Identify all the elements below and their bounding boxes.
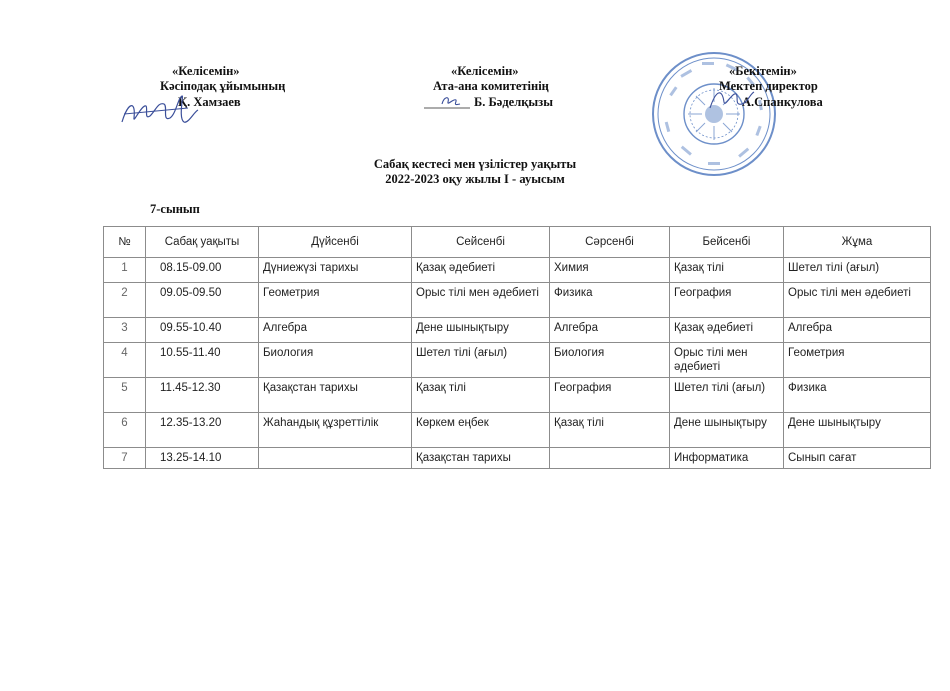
middle-approval-org: Ата-ана комитетінің [433, 79, 549, 93]
lesson-number: 3 [104, 318, 146, 343]
middle-signature [420, 92, 474, 110]
friday-subject: Шетел тілі (ағыл) [784, 258, 931, 283]
left-approval-heading: «Келісемін» [172, 64, 240, 78]
tuesday-subject: Көркем еңбек [412, 413, 550, 448]
friday-subject: Алгебра [784, 318, 931, 343]
header-wednesday: Сәрсенбі [550, 227, 670, 258]
thursday-subject: Орыс тілі мен әдебиеті [670, 343, 784, 378]
lesson-time: 13.25-14.10 [146, 448, 259, 469]
tuesday-subject: Орыс тілі мен әдебиеті [412, 283, 550, 318]
left-approval-org: Кәсіподақ ұйымының [160, 79, 286, 93]
thursday-subject: Шетел тілі (ағыл) [670, 378, 784, 413]
table-row [104, 258, 931, 283]
lesson-number: 5 [104, 378, 146, 413]
lesson-number: 6 [104, 413, 146, 448]
monday-subject: Жаһандық құзреттілік [259, 413, 412, 448]
friday-subject: Физика [784, 378, 931, 413]
monday-subject: Қазақстан тарихы [259, 378, 412, 413]
thursday-subject: Қазақ тілі [670, 258, 784, 283]
wednesday-subject [550, 448, 670, 469]
schedule-subtitle: 2022-2023 оқу жылы І - ауысым [385, 172, 565, 186]
right-signature [706, 84, 756, 112]
tuesday-subject: Дене шынықтыру [412, 318, 550, 343]
thursday-subject: Информатика [670, 448, 784, 469]
grade-label: 7-сынып [150, 202, 200, 216]
lesson-number: 1 [104, 258, 146, 283]
middle-approval-heading: «Келісемін» [451, 64, 519, 78]
thursday-subject: География [670, 283, 784, 318]
friday-subject: Орыс тілі мен әдебиеті [784, 283, 931, 318]
thursday-subject: Қазақ әдебиеті [670, 318, 784, 343]
monday-subject: Геометрия [259, 283, 412, 318]
wednesday-subject: Қазақ тілі [550, 413, 670, 448]
monday-subject: Биология [259, 343, 412, 378]
lesson-number: 7 [104, 448, 146, 469]
tuesday-subject: Қазақстан тарихы [412, 448, 550, 469]
monday-subject: Дүниежүзі тарихы [259, 258, 412, 283]
header-friday: Жұма [784, 227, 931, 258]
monday-subject [259, 448, 412, 469]
monday-subject: Алгебра [259, 318, 412, 343]
tuesday-subject: Шетел тілі (ағыл) [412, 343, 550, 378]
tuesday-subject: Қазақ тілі [412, 378, 550, 413]
middle-approval-name: Б. Бәделқызы [474, 95, 553, 109]
right-approval-name: А.Спанкулова [742, 95, 823, 109]
wednesday-subject: Химия [550, 258, 670, 283]
lesson-time: 09.55-10.40 [146, 318, 259, 343]
table-row [104, 318, 931, 343]
header-number: № [104, 227, 146, 258]
timetable [103, 226, 931, 469]
right-approval-org: Мектеп директор [719, 79, 818, 93]
wednesday-subject: Алгебра [550, 318, 670, 343]
wednesday-subject: География [550, 378, 670, 413]
lesson-number: 4 [104, 343, 146, 378]
lesson-time: 11.45-12.30 [146, 378, 259, 413]
header-monday: Дүйсенбі [259, 227, 412, 258]
table-row [104, 283, 931, 318]
wednesday-subject: Биология [550, 343, 670, 378]
header-tuesday: Сейсенбі [412, 227, 550, 258]
lesson-number: 2 [104, 283, 146, 318]
friday-subject: Дене шынықтыру [784, 413, 931, 448]
table-row [104, 413, 931, 448]
right-approval-heading: «Бекітемін» [729, 64, 797, 78]
friday-subject: Геометрия [784, 343, 931, 378]
tuesday-subject: Қазақ әдебиеті [412, 258, 550, 283]
schedule-title: Сабақ кестесі мен үзілістер уақыты [373, 157, 577, 171]
lesson-time: 10.55-11.40 [146, 343, 259, 378]
header-time: Сабақ уақыты [146, 227, 259, 258]
left-approval-name: Қ. Хамзаев [178, 95, 241, 109]
table-row [104, 343, 931, 378]
friday-subject: Сынып сағат [784, 448, 931, 469]
left-signature [118, 92, 200, 128]
lesson-time: 09.05-09.50 [146, 283, 259, 318]
lesson-time: 12.35-13.20 [146, 413, 259, 448]
header-thursday: Бейсенбі [670, 227, 784, 258]
table-row [104, 378, 931, 413]
table-row [104, 448, 931, 469]
thursday-subject: Дене шынықтыру [670, 413, 784, 448]
lesson-time: 08.15-09.00 [146, 258, 259, 283]
table-header-row [104, 227, 931, 258]
wednesday-subject: Физика [550, 283, 670, 318]
